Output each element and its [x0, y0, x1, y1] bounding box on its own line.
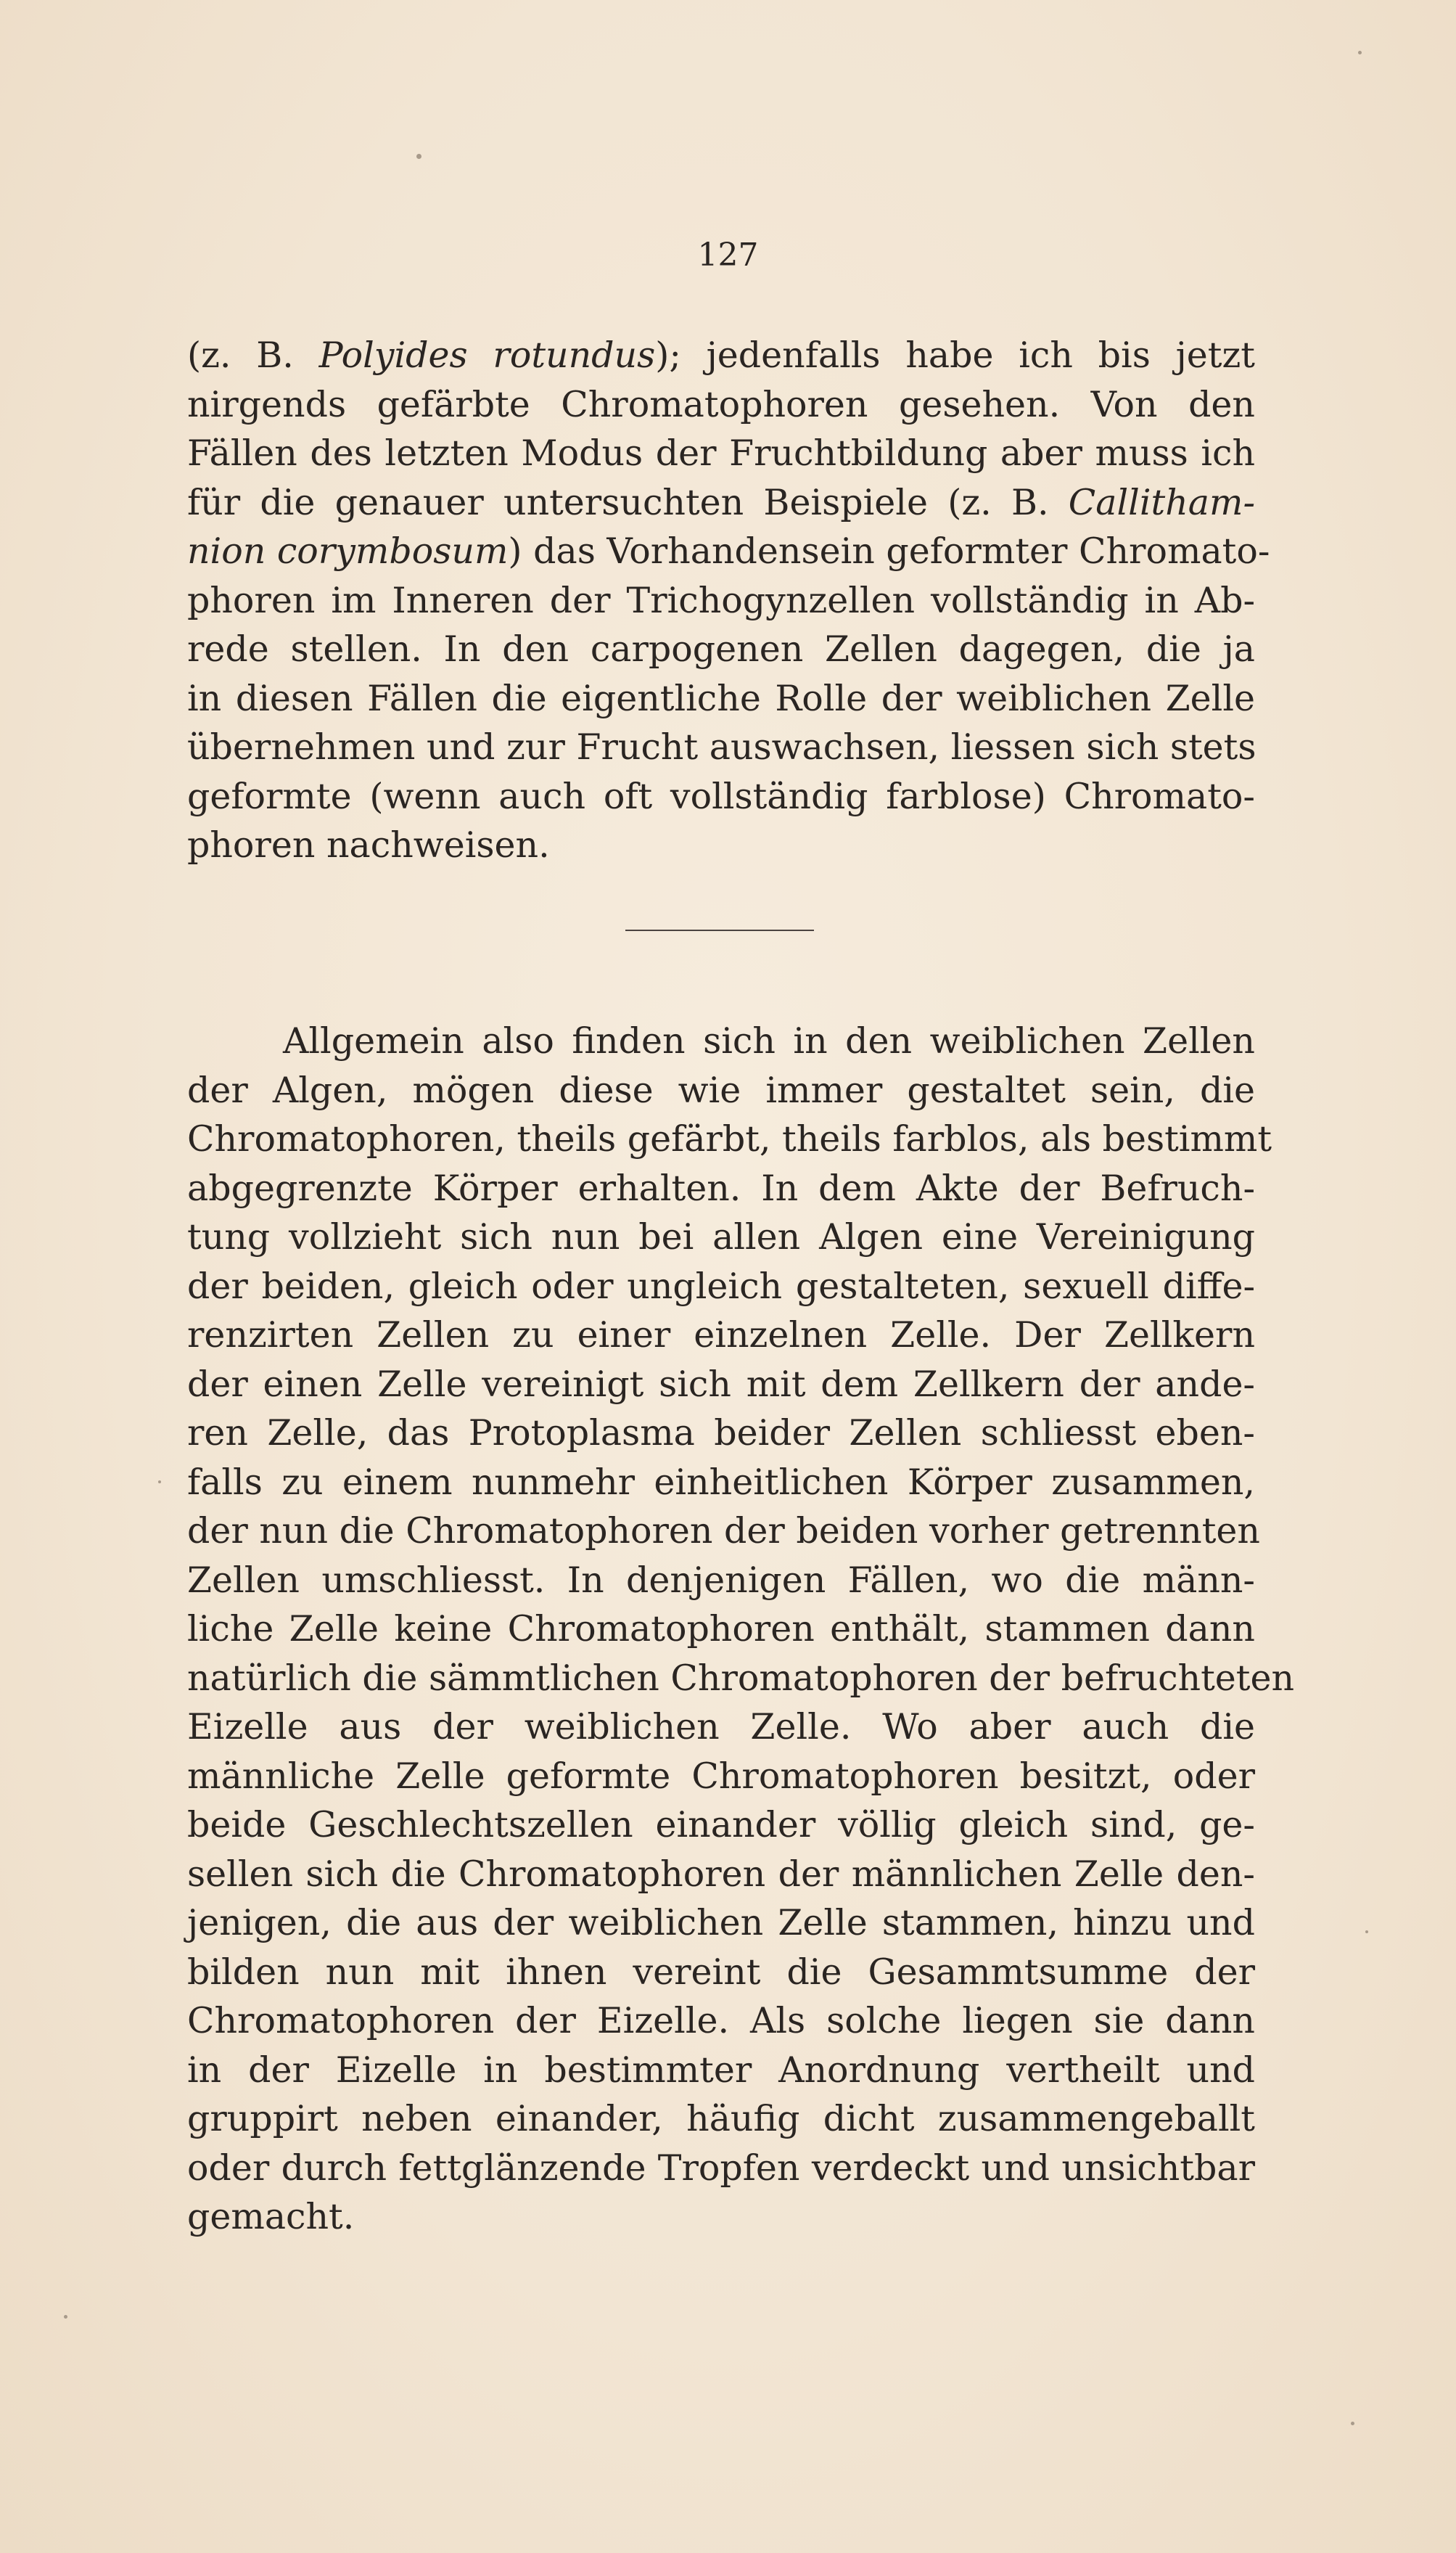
- paper-speck: [1365, 1930, 1368, 1933]
- text-line: der Algen, mögen diese wie immer gestaltet sein, die: [187, 1069, 1255, 1111]
- text-line: der nun die Chromatophoren der beiden vorher getrennten: [187, 1510, 1260, 1552]
- text-line: männliche Zelle geformte Chromatophoren besitzt, oder: [187, 1755, 1255, 1797]
- text-line: Chromatophoren, theils gefärbt, theils farblos, als bestimmt: [187, 1118, 1272, 1160]
- paper-speck: [158, 1480, 161, 1483]
- text-line: bilden nun mit ihnen vereint die Gesammtsumme der: [187, 1951, 1255, 1993]
- text-line: für die genauer untersuchten Beispiele (z. B. Callitham-: [187, 481, 1255, 523]
- species-name: Callitham-: [1068, 481, 1255, 523]
- paper-speck: [1351, 2422, 1354, 2425]
- text-line: der einen Zelle vereinigt sich mit dem Zellkern der ande-: [187, 1363, 1255, 1405]
- text-line: rede stellen. In den carpogenen Zellen dagegen, die ja: [187, 628, 1255, 670]
- text-line: gemacht.: [187, 2196, 355, 2237]
- text-line: phoren nachweisen.: [187, 824, 550, 866]
- text-line: (z. B. Polyides rotundus); jedenfalls habe ich bis jetzt: [187, 335, 1255, 376]
- paragraph-2: [187, 1017, 1295, 2242]
- text-line: falls zu einem nunmehr einheitlichen Körper zusammen,: [187, 1461, 1255, 1503]
- text-line: beide Geschlechtszellen einander völlig gleich sind, ge-: [187, 1804, 1255, 1845]
- species-name: nion corymbosum: [187, 530, 509, 572]
- paragraph-1: [187, 331, 1270, 870]
- text-line: Eizelle aus der weiblichen Zelle. Wo aber auch die: [187, 1706, 1255, 1747]
- text-line: jenigen, die aus der weiblichen Zelle stammen, hinzu und: [187, 1902, 1255, 1943]
- text-line: Chromatophoren der Eizelle. Als solche liegen sie dann: [187, 2000, 1255, 2041]
- text-line: Fällen des letzten Modus der Fruchtbildung aber muss ich: [187, 433, 1255, 474]
- text-line: tung vollzieht sich nun bei allen Algen eine Vereinigung: [187, 1216, 1255, 1258]
- text-line: gruppirt neben einander, häufig dicht zusammengeballt: [187, 2098, 1255, 2139]
- text-line: übernehmen und zur Frucht auswachsen, liessen sich stets: [187, 726, 1256, 768]
- species-name: Polyides rotundus: [318, 335, 656, 376]
- text-line: natürlich die sämmtlichen Chromatophoren der befruchteten: [187, 1657, 1295, 1699]
- page-number: 127: [697, 237, 759, 274]
- text-line: nion corymbosum) das Vorhandensein geformter Chromato-: [187, 530, 1270, 572]
- text-line: in der Eizelle in bestimmter Anordnung vertheilt und: [187, 2049, 1255, 2091]
- text-line: nirgends gefärbte Chromatophoren gesehen. Von den: [187, 383, 1255, 425]
- text-line: der beiden, gleich oder ungleich gestalteten, sexuell diffe-: [187, 1265, 1255, 1307]
- text-line: geformte (wenn auch oft vollständig farblose) Chromato-: [187, 775, 1255, 817]
- text-line: Allgemein also finden sich in den weiblichen Zellen: [283, 1020, 1255, 1062]
- text-line: oder durch fettglänzende Tropfen verdeckt und unsichtbar: [187, 2147, 1255, 2189]
- text-line: abgegrenzte Körper erhalten. In dem Akte der Befruch-: [187, 1167, 1255, 1209]
- text-line: sellen sich die Chromatophoren der männlichen Zelle den-: [187, 1853, 1255, 1895]
- text-line: renzirten Zellen zu einer einzelnen Zelle. Der Zellkern: [187, 1314, 1255, 1356]
- text-line: ren Zelle, das Protoplasma beider Zellen schliesst eben-: [187, 1412, 1255, 1454]
- paper-speck: [416, 154, 421, 159]
- text-line: liche Zelle keine Chromatophoren enthält, stammen dann: [187, 1608, 1255, 1650]
- text-line: in diesen Fällen die eigentliche Rolle der weiblichen Zelle: [187, 677, 1255, 719]
- text-line: phoren im Inneren der Trichogynzellen vollständig in Ab-: [187, 579, 1255, 621]
- paper-speck: [1358, 51, 1362, 54]
- section-divider: [625, 930, 814, 931]
- paper-speck: [64, 2315, 67, 2319]
- text-line: Zellen umschliesst. In denjenigen Fällen, wo die männ-: [187, 1559, 1255, 1601]
